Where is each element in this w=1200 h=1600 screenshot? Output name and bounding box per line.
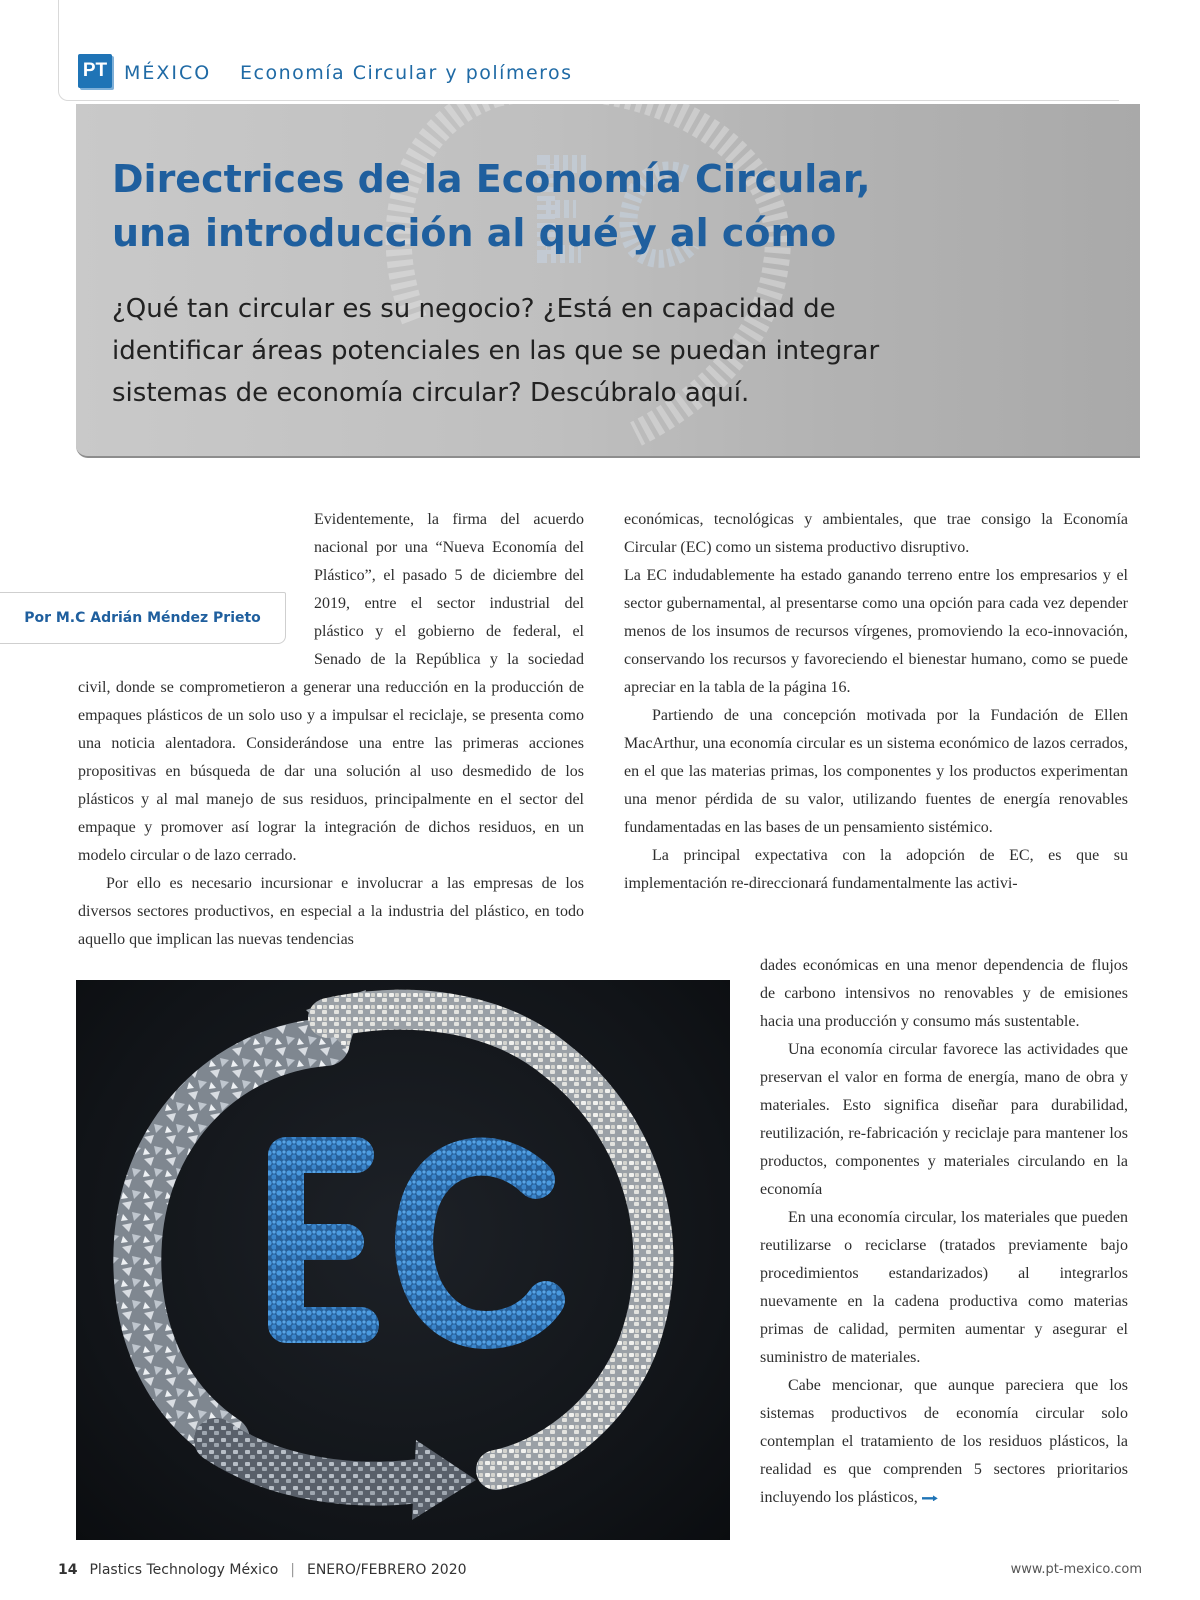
article-photo: [76, 980, 730, 1540]
col3-para-1: dades económicas en una menor dependencia de flujos de carbono intensivos no renovables y de emisiones hacia una producción y consumo más sustentable.: [760, 957, 1128, 1030]
continue-arrow-icon: [922, 1495, 938, 1501]
col3-para-4: [760, 1372, 1128, 1512]
col2-para-3: Partiendo de una concepción motivada por la Fundación de Ellen MacArthur, una economía circular es un sistema económico de lazos cerrados, en el que las materias primas, los componentes y los productos experimentan una menor pérdida de su valor, utilizando fuentes de energía renovables fundamentadas en las bases de un pensamiento sistémico.: [624, 707, 1128, 836]
article-deck: ¿Qué tan circular es su negocio? ¿Está en capacidad de identificar áreas potenciales en las que se puedan integrar sistemas de economía circular? Descúbralo aquí.: [112, 294, 880, 408]
footer-left: [58, 1562, 467, 1578]
col1-para-1: [78, 506, 584, 870]
col2-para-1: económicas, tecnológicas y ambientales, que trae consigo la Economía Circular (EC) como un sistema productivo disruptivo.: [624, 511, 1128, 556]
col3-para-3: En una economía circular, los materiales que pueden reutilizarse o reciclarse (tratados previamente bajo procedimientos estandarizados) al integrarlos nuevamente en la cadena productiva como materias primas de calidad, permiten aumentar y asegurar el suministro de materiales.: [760, 1209, 1128, 1366]
header-frame: [58, 0, 1119, 101]
website-link[interactable]: www.pt-mexico.com: [1010, 1562, 1142, 1577]
col2-para-2: La EC indudablemente ha estado ganando terreno entre los empresarios y el sector gubernamental, al presentarse como una opción para cada vez depender menos de los insumos de recursos vírgenes, promoviendo la eco-innovación, conservando los recursos y favoreciendo el bienestar humano, como se puede apreciar en la tabla de la página 16.: [624, 567, 1128, 696]
hero-panel: [76, 104, 1140, 458]
col1-para-2: Por ello es necesario incursionar e involucrar a las empresas de los diversos sectores productivos, en especial a la industria del plástico, en todo aquello que implican las nuevas tendencias: [78, 875, 584, 948]
article-title: Directrices de la Economía Circular, una introducción al qué y al cómo: [112, 157, 871, 255]
topic-label: Economía Circular y polímeros: [240, 62, 573, 84]
ec-pellets-illustration: [76, 980, 730, 1540]
col2-para-4: La principal expectativa con la adopción de EC, es que su implementación re-direccionará fundamentalmente las activi-: [624, 847, 1128, 892]
column-2: [624, 506, 1128, 898]
col3-para-4-text: Cabe mencionar, que aunque pareciera que los sistemas productivos de economía circular solo contemplan el tratamiento de los residuos plásticos, la realidad es que comprenden 5 sectores prioritarios incluyendo los plásticos,: [760, 1377, 1128, 1506]
byline: Por M.C Adrián Méndez Prieto: [0, 592, 286, 644]
column-1: [78, 506, 584, 954]
pt-logo: PT: [78, 54, 112, 88]
column-3: [760, 952, 1128, 1512]
section-label: MÉXICO: [124, 62, 212, 84]
publication-name: Plastics Technology México: [89, 1562, 279, 1578]
col3-para-2: Una economía circular favorece las actividades que preservan el valor en forma de energía, mano de obra y materiales. Esto significa diseñar para durabilidad, reutilización, re-fabricación y reciclaje para mantener los productos, componentes y materiales circulando en la economía: [760, 1041, 1128, 1198]
page-number: 14: [58, 1562, 78, 1578]
byline-spacer: [78, 562, 308, 674]
issue-date: ENERO/FEBRERO 2020: [306, 1562, 467, 1578]
footer-separator: |: [290, 1562, 295, 1578]
col1-para-1-text: Evidentemente, la firma del acuerdo nacional por una “Nueva Economía del Plástico”, el pasado 5 de diciembre del 2019, entre el sector industrial del plástico y el gobierno de federal, el Senado de la República y la sociedad civil, donde se comprometieron a generar una reducción en la producción de empaques plásticos de un solo uso y a impulsar el reciclaje, se presenta como una noticia alentadora. Considerándose una entre las primeras acciones propositivas en búsqueda de dar una solución al uso desmedido de los plásticos y al mal manejo de sus residuos, principalmente en el sector del empaque y promover así lograr la integración de dichos residuos, en un modelo circular o de lazo cerrado.: [78, 511, 584, 864]
